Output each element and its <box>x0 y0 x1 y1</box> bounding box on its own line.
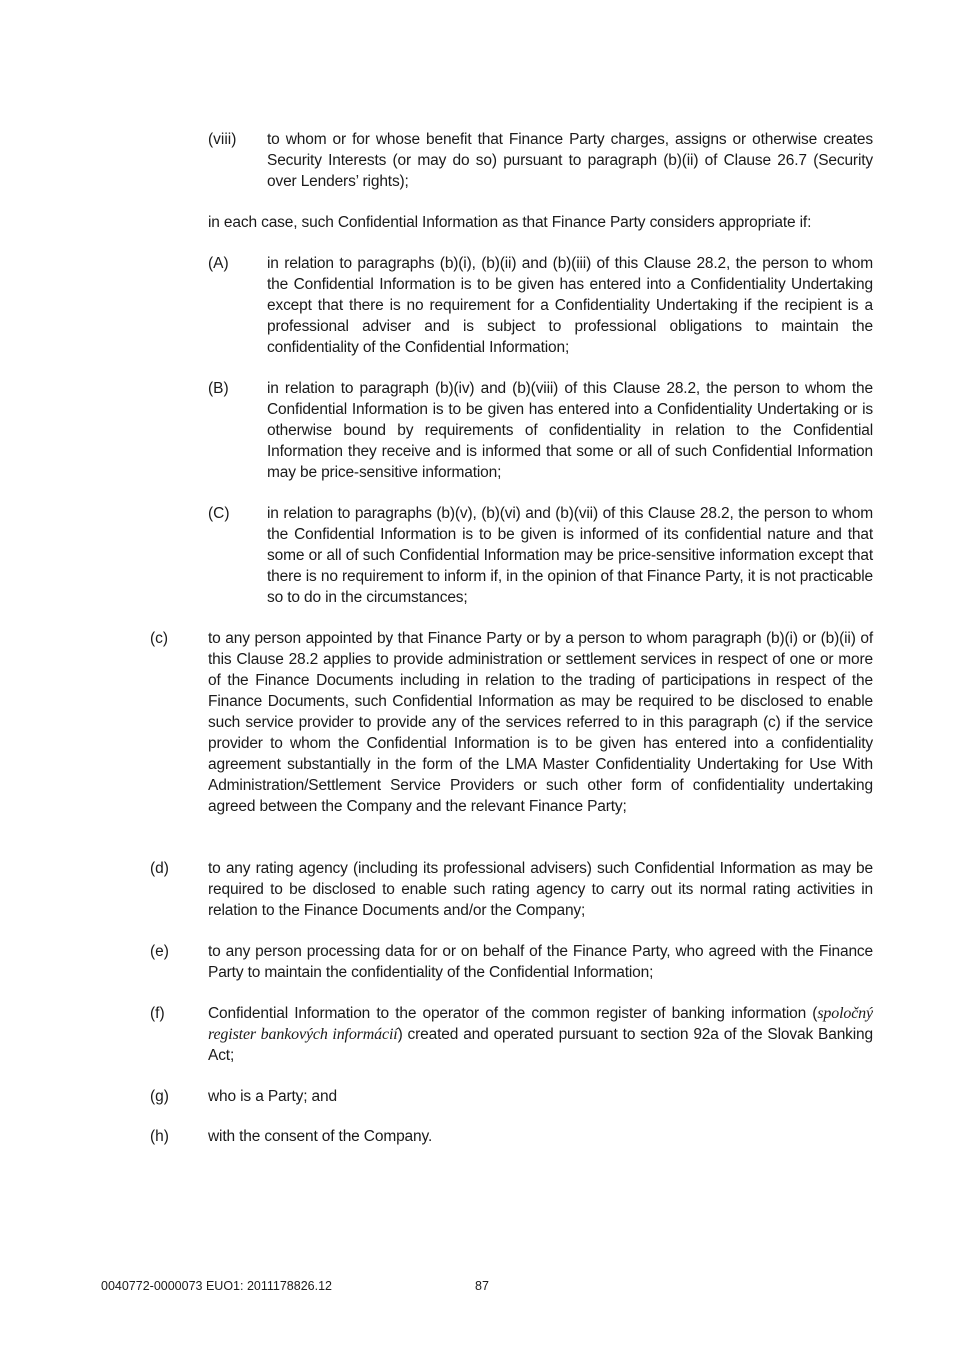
item-label: (A) <box>208 255 229 272</box>
footer-page-number: 87 <box>475 1279 489 1293</box>
item-text: to any rating agency (including its professional advisers) such Confidential Information as may be required to be disclosed to enable such rating agency to carry out its normal rating activities in relation to the Finance Documents and/or the Company; <box>208 860 873 919</box>
item-text: with the consent of the Company. <box>208 1128 433 1145</box>
item-text-after: ) created and operated pursuant to section 92a of the Slovak Banking Act; <box>208 1026 873 1064</box>
clause-item-d <box>150 858 873 921</box>
item-text: in relation to paragraph (b)(iv) and (b)(viii) of this Clause 28.2, the person to whom the Confidential Information is to be given has entered into a Confidentiality Undertaking or is otherwise bound by requirements of confidentiality in relation to the Confidential Information they receive and is informed that some or all of such Confidential Information may be price-sensitive information; <box>267 380 873 481</box>
item-text-before: Confidential Information to the operator of the common register of banking information ( <box>208 1005 818 1022</box>
item-text: to any person appointed by that Finance Party or by a person to whom paragraph (b)(i) or (b)(ii) of this Clause 28.2 applies to provide administration or settlement services in respect of one or more of the Finance Documents including in relation to the trading of participations in respect of the Finance Documents, such Confidential Information as may be required to be disclosed to enable such service provider to provide any of the services referred to in this paragraph (c) if the service provider to whom the Confidential Information is to be given has entered into a confidentiality agreement substantially in the form of the LMA Master Confidentiality Undertaking for Use With Administration/Settlement Service Providers or such other form of confidentiality undertaking agreed between the Company and the relevant Finance Party; <box>208 630 873 815</box>
item-label: (B) <box>208 380 229 397</box>
clause-item-C <box>208 503 873 608</box>
item-text: who is a Party; and <box>208 1088 337 1105</box>
in-each-case-paragraph: in each case, such Confidential Information as that Finance Party considers appropriate if: <box>208 214 812 231</box>
clause-item-c <box>150 628 873 817</box>
item-text: to any person processing data for or on behalf of the Finance Party, who agreed with the Finance Party to maintain the confidentiality of the Confidential Information; <box>208 943 873 981</box>
clause-item-g <box>150 1086 873 1107</box>
clause-item-h <box>150 1126 873 1147</box>
item-label: (h) <box>150 1128 169 1145</box>
clause-item-e <box>150 941 873 983</box>
item-label: (viii) <box>208 131 237 148</box>
item-text: in relation to paragraphs (b)(i), (b)(ii) and (b)(iii) of this Clause 28.2, the person to whom the Confidential Information is to be given has entered into a Confidentiality Undertaking except that there is no requirement for a Confidentiality Undertaking if the recipient is a professional adviser and is subject to professional obligations to maintain the confidentiality of the Confidential Information; <box>267 255 873 356</box>
item-label: (d) <box>150 860 169 877</box>
slovak-register-name: spoločný register bankových informácií <box>208 1005 873 1043</box>
item-text <box>208 1003 873 1066</box>
item-label: (g) <box>150 1088 169 1105</box>
item-text: to whom or for whose benefit that Finance Party charges, assigns or otherwise creates Security Interests (or may do so) pursuant to paragraph (b)(ii) of Clause 26.7 (Security over Lenders’ rights); <box>267 131 873 190</box>
item-label: (f) <box>150 1005 165 1022</box>
item-text: in relation to paragraphs (b)(v), (b)(vi) and (b)(vii) of this Clause 28.2, the person to whom the Confidential Information is to be given is informed of its confidential nature and that some or all of such Confidential Information may be price-sensitive information except that there is no requirement to inform if, in the opinion of that Finance Party, it is not practicable so to do in the circumstances; <box>267 505 873 606</box>
clause-item-A <box>208 253 873 358</box>
footer-doc-reference: 0040772-0000073 EUO1: 2011178826.12 <box>101 1279 332 1293</box>
clause-item-viii <box>208 129 873 192</box>
item-label: (e) <box>150 943 169 960</box>
clause-item-B <box>208 378 873 483</box>
clause-item-f <box>150 1003 873 1066</box>
item-label: (c) <box>150 630 169 647</box>
item-label: (C) <box>208 505 230 522</box>
